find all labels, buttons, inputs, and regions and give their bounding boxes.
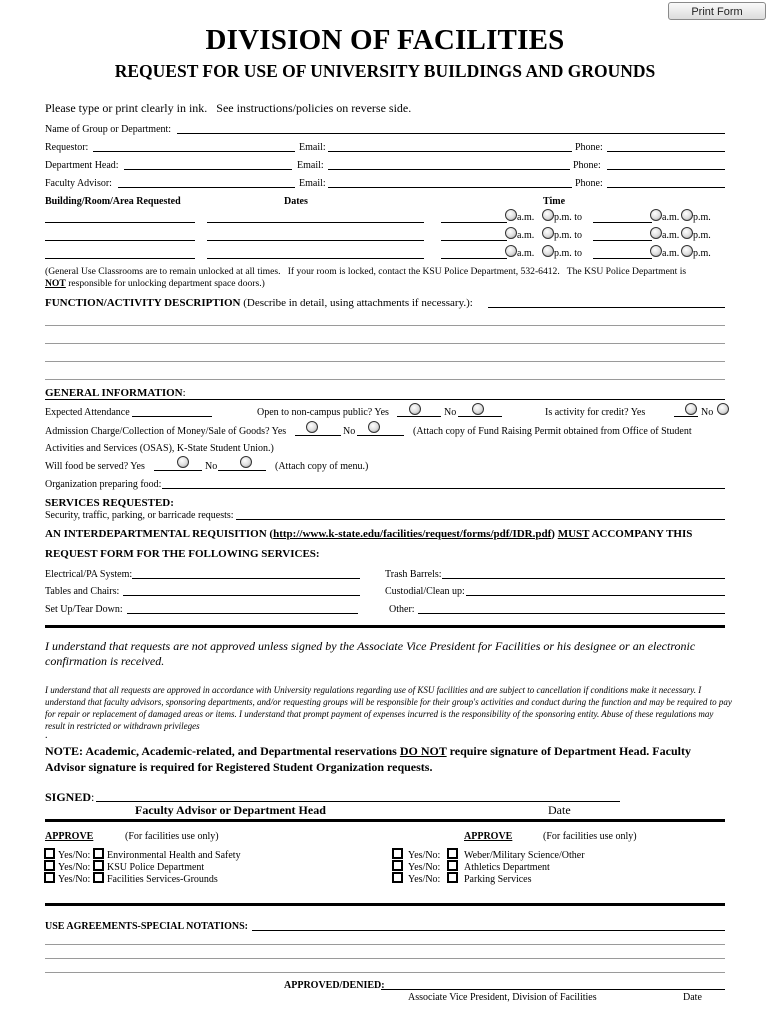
signed-colon: :	[91, 790, 95, 804]
requestor-label: Requestor:	[45, 142, 89, 153]
dates-input-1[interactable]	[207, 222, 424, 223]
section-divider-3	[45, 903, 725, 906]
admission-no-radio[interactable]	[368, 421, 380, 433]
athletics-yesno-checkbox-a[interactable]	[392, 860, 403, 871]
idr-notice	[45, 528, 692, 540]
start-pm-radio-2[interactable]	[542, 227, 554, 239]
approval-left-item: Facilities Services-Grounds	[107, 874, 218, 885]
admission-yes-line	[295, 435, 341, 436]
function-input-line-4[interactable]	[45, 361, 725, 362]
yesno-label: Yes/No:	[408, 862, 441, 873]
facilities-only-right: (For facilities use only)	[543, 831, 637, 842]
general-divider	[45, 399, 725, 400]
dept-head-input[interactable]	[124, 169, 292, 170]
trash-label: Trash Barrels:	[385, 569, 442, 580]
end-am-radio-3[interactable]	[650, 245, 662, 257]
start-pm-radio-3[interactable]	[542, 245, 554, 257]
note-line-1	[45, 744, 691, 759]
weber-yesno-checkbox-a[interactable]	[392, 848, 403, 859]
credit-yes-radio[interactable]	[685, 403, 697, 415]
admission-yes-radio[interactable]	[306, 421, 318, 433]
page-subtitle: REQUEST FOR USE OF UNIVERSITY BUILDINGS AND GROUNDS	[114, 61, 656, 81]
approval-date-caption: Date	[683, 992, 702, 1003]
approval-right-item: Parking Services	[464, 874, 532, 885]
classroom-note: (General Use Classrooms are to remain unlocked at all times. If your room is locked, contact the KSU Police Department, 532-6412. The KSU Police Department is	[45, 266, 687, 277]
function-hint: (Describe in detail, using attachments if necessary.):	[240, 297, 473, 309]
setup-label: Set Up/Tear Down:	[45, 604, 123, 615]
dept-head-label: Department Head:	[45, 160, 119, 171]
intro-text: Please type or print clearly in ink. See instructions/policies on reverse side.	[45, 101, 412, 115]
credit-no-radio[interactable]	[717, 403, 729, 415]
faculty-advisor-label: Faculty Advisor:	[45, 178, 112, 189]
approved-denied-label: APPROVED/DENIED:	[284, 980, 385, 991]
org-food-input[interactable]	[162, 488, 725, 489]
yesno-label: Yes/No:	[58, 850, 91, 861]
facilities-only-left: (For facilities use only)	[125, 831, 219, 842]
building-input-1[interactable]	[45, 222, 195, 223]
idr-notice-line2: REQUEST FORM FOR THE FOLLOWING SERVICES:	[45, 548, 320, 560]
use-agreements-input-3[interactable]	[45, 958, 725, 959]
police-yesno-checkbox-a[interactable]	[44, 860, 55, 871]
function-input-line-2[interactable]	[45, 325, 725, 326]
signature-input[interactable]	[96, 801, 620, 802]
other-input[interactable]	[418, 613, 725, 614]
parking-yesno-checkbox-b[interactable]	[447, 872, 458, 883]
attendance-input[interactable]	[132, 416, 212, 417]
use-agreements-input-1[interactable]	[252, 930, 725, 931]
food-yes-radio[interactable]	[177, 456, 189, 468]
am-label: a.m.	[662, 212, 680, 223]
end-am-radio-1[interactable]	[650, 209, 662, 221]
open-public-label: Open to non-campus public? Yes	[257, 407, 389, 418]
admission-no-label: No	[343, 426, 356, 437]
yesno-label: Yes/No:	[58, 874, 91, 885]
faculty-head-caption: Faculty Advisor or Department Head	[135, 803, 326, 817]
am-label: a.m.	[662, 230, 680, 241]
classroom-note-line2	[45, 278, 265, 289]
security-label: Security, traffic, parking, or barricade requests:	[45, 510, 234, 521]
understand-statement: I understand that requests are not approved unless signed by the Associate Vice President for Facilities or his designee or an electronic confirmation is received.	[45, 639, 696, 668]
use-agreements-input-2[interactable]	[45, 944, 725, 945]
pm-label: p.m.	[693, 212, 711, 223]
signature-date-caption: Date	[548, 803, 571, 817]
note-line-2: Advisor signature is required for Registered Student Organization requests.	[45, 760, 433, 774]
pm-to-label: p.m. to	[554, 248, 583, 259]
requestor-phone-input[interactable]	[607, 151, 725, 152]
start-am-radio-3[interactable]	[505, 245, 517, 257]
police-yesno-checkbox-b[interactable]	[93, 860, 104, 871]
idr-text-1: AN INTERDEPARTMENTAL REQUISITION (	[45, 528, 274, 540]
yesno-label: Yes/No:	[58, 862, 91, 873]
requestor-email-label: Email:	[299, 142, 326, 153]
requestor-phone-label: Phone:	[575, 142, 603, 153]
idr-link[interactable]: http://www.k-state.edu/facilities/request/forms/pdf/IDR.pdf	[273, 528, 552, 540]
open-public-no-radio[interactable]	[472, 403, 484, 415]
end-pm-radio-3[interactable]	[681, 245, 693, 257]
approval-right-item: Athletics Department	[464, 862, 550, 873]
admission-no-line	[357, 435, 404, 436]
parking-yesno-checkbox-a[interactable]	[392, 872, 403, 883]
open-public-no-label: No	[444, 407, 457, 418]
other-label: Other:	[389, 604, 415, 615]
ehs-yesno-checkbox-a[interactable]	[44, 848, 55, 859]
end-pm-radio-1[interactable]	[681, 209, 693, 221]
idr-text-2: )	[551, 528, 558, 540]
building-input-2[interactable]	[45, 240, 195, 241]
custodial-label: Custodial/Clean up:	[385, 586, 465, 597]
not-emphasis: NOT	[45, 278, 66, 289]
signed-label	[45, 790, 94, 805]
understand-details: I understand that all requests are approved in accordance with University regulations regarding use of KSU facilities and are subject to cancellation if conditions make it necessary. I understand that faculty advisors, sponsoring departments, and/or requesting groups will be responsible for their group's activities and conduct during the function and may be required to pay for repair or replacement of damaged areas or items. I understand that prompt payment of expenses incurred is the responsibility of the sponsoring entity. Abuse of these regulations may result in restricted or withdrawn privileges	[45, 685, 732, 731]
classroom-note-rest: responsible for unlocking department space doors.)	[65, 278, 265, 289]
org-food-label: Organization preparing food:	[45, 479, 162, 490]
attach-menu-text: (Attach copy of menu.)	[275, 461, 369, 472]
attendance-label: Expected Attendance	[45, 407, 130, 418]
weber-yesno-checkbox-b[interactable]	[447, 848, 458, 859]
trash-input[interactable]	[442, 578, 725, 579]
food-no-line	[218, 470, 266, 471]
dept-head-email-label: Email:	[297, 160, 324, 171]
approval-left-item: KSU Police Department	[107, 862, 205, 873]
start-am-radio-2[interactable]	[505, 227, 517, 239]
am-label: a.m.	[517, 230, 535, 241]
attach-permit-text: (Attach copy of Fund Raising Permit obtained from Office of Student	[413, 426, 692, 437]
idr-must: MUST	[557, 528, 590, 540]
custodial-input[interactable]	[466, 595, 725, 596]
function-heading: FUNCTION/ACTIVITY DESCRIPTION	[45, 297, 241, 309]
use-agreements-input-4[interactable]	[45, 972, 725, 973]
dates-input-2[interactable]	[207, 240, 424, 241]
food-yes-line	[154, 470, 202, 471]
period-mark: .	[45, 730, 48, 741]
faculty-advisor-input[interactable]	[118, 187, 295, 188]
note-do-not: DO NOT	[399, 744, 447, 758]
pm-label: p.m.	[693, 230, 711, 241]
dates-header: Dates	[284, 196, 308, 207]
open-public-no-line	[458, 416, 502, 417]
electrical-label: Electrical/PA System:	[45, 569, 133, 580]
time-header: Time	[543, 196, 566, 207]
page-title: DIVISION OF FACILITIES	[205, 24, 565, 56]
pm-to-label: p.m. to	[554, 212, 583, 223]
time-start-input-1[interactable]	[441, 222, 507, 223]
time-end-input-2[interactable]	[593, 240, 652, 241]
yesno-label: Yes/No:	[408, 850, 441, 861]
approve-heading-right: APPROVE	[464, 831, 513, 842]
print-form-button[interactable]: Print Form	[668, 2, 766, 20]
faculty-advisor-email-label: Email:	[299, 178, 326, 189]
credit-yes-line	[674, 416, 698, 417]
function-label	[45, 297, 473, 309]
yesno-label: Yes/No:	[408, 874, 441, 885]
grounds-yesno-checkbox-a[interactable]	[44, 872, 55, 883]
ehs-yesno-checkbox-b[interactable]	[93, 848, 104, 859]
function-input-line-1[interactable]	[488, 307, 725, 308]
tables-input[interactable]	[123, 595, 360, 596]
pm-label: p.m.	[693, 248, 711, 259]
start-am-radio-1[interactable]	[505, 209, 517, 221]
function-input-line-3[interactable]	[45, 343, 725, 344]
requestor-email-input[interactable]	[328, 151, 572, 152]
start-pm-radio-1[interactable]	[542, 209, 554, 221]
admission-label: Admission Charge/Collection of Money/Sale of Goods? Yes	[45, 426, 287, 437]
grounds-yesno-checkbox-b[interactable]	[93, 872, 104, 883]
group-input[interactable]	[177, 133, 725, 134]
time-end-input-1[interactable]	[593, 222, 652, 223]
setup-input[interactable]	[127, 613, 358, 614]
use-agreements-label: USE AGREEMENTS-SPECIAL NOTATIONS:	[45, 921, 249, 932]
section-divider-1	[45, 625, 725, 628]
faculty-advisor-email-input[interactable]	[328, 187, 572, 188]
open-public-yes-radio[interactable]	[409, 403, 421, 415]
end-pm-radio-2[interactable]	[681, 227, 693, 239]
security-input[interactable]	[236, 519, 725, 520]
dates-input-3[interactable]	[207, 258, 424, 259]
building-input-3[interactable]	[45, 258, 195, 259]
approval-left-item: Environmental Health and Safety	[107, 850, 241, 861]
athletics-yesno-checkbox-b[interactable]	[447, 860, 458, 871]
tables-label: Tables and Chairs:	[45, 586, 120, 597]
food-no-label: No	[205, 461, 218, 472]
dept-head-phone-input[interactable]	[607, 169, 725, 170]
electrical-input[interactable]	[132, 578, 360, 579]
credit-no-label: No	[701, 407, 714, 418]
approved-denied-input[interactable]	[381, 989, 725, 990]
am-label: a.m.	[517, 248, 535, 259]
section-divider-2	[45, 819, 725, 822]
approve-heading-left: APPROVE	[45, 831, 94, 842]
end-am-radio-2[interactable]	[650, 227, 662, 239]
time-end-input-3[interactable]	[593, 258, 652, 259]
pm-to-label: p.m. to	[554, 230, 583, 241]
avp-caption: Associate Vice President, Division of Facilities	[408, 992, 597, 1003]
services-heading: SERVICES REQUESTED:	[45, 497, 174, 509]
am-label: a.m.	[662, 248, 680, 259]
general-info-heading	[45, 387, 186, 399]
food-no-radio[interactable]	[240, 456, 252, 468]
credit-label: Is activity for credit? Yes	[545, 407, 646, 418]
building-header: Building/Room/Area Requested	[45, 196, 181, 207]
attach-permit-text-2: Activities and Services (OSAS), K-State Student Union.)	[45, 443, 274, 454]
faculty-advisor-phone-label: Phone:	[575, 178, 603, 189]
idr-text-3: ACCOMPANY THIS	[589, 528, 693, 540]
group-label: Name of Group or Department:	[45, 124, 172, 135]
food-label: Will food be served? Yes	[45, 461, 145, 472]
time-start-input-3[interactable]	[441, 258, 507, 259]
general-heading-colon: :	[182, 387, 186, 399]
note-text-1: NOTE: Academic, Academic-related, and Departmental reservations	[45, 744, 400, 758]
faculty-advisor-phone-input[interactable]	[607, 187, 725, 188]
function-input-line-5[interactable]	[45, 379, 725, 380]
note-text-2: require signature of Department Head. Faculty	[446, 744, 691, 758]
signed-text: SIGNED	[45, 790, 92, 804]
open-public-yes-line	[397, 416, 441, 417]
dept-head-phone-label: Phone:	[573, 160, 601, 171]
requestor-input[interactable]	[93, 151, 295, 152]
general-heading-text: GENERAL INFORMATION	[45, 387, 183, 399]
time-start-input-2[interactable]	[441, 240, 507, 241]
am-label: a.m.	[517, 212, 535, 223]
approval-right-item: Weber/Military Science/Other	[464, 850, 585, 861]
dept-head-email-input[interactable]	[328, 169, 570, 170]
